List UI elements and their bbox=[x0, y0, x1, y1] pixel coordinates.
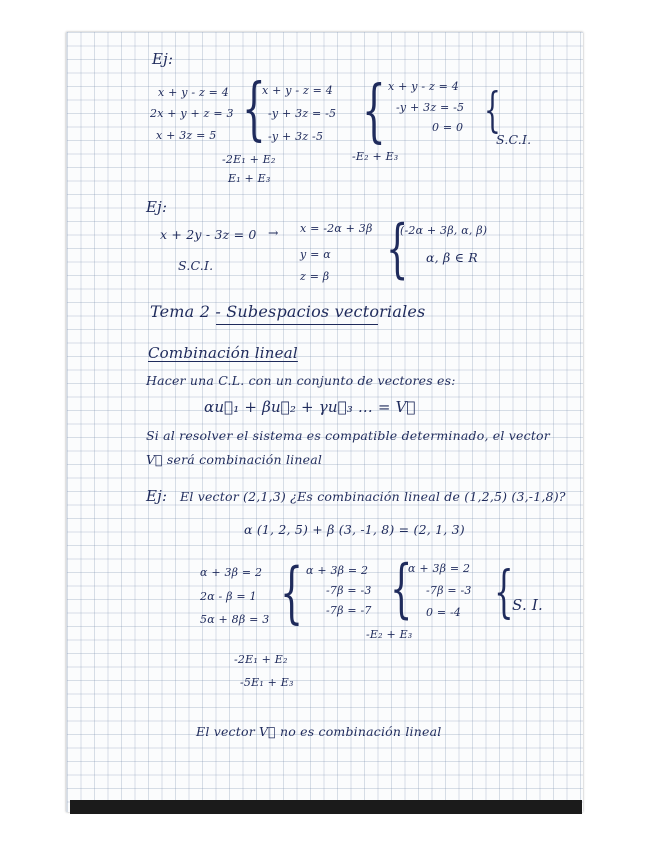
ex1-brace-3: { bbox=[484, 82, 501, 138]
section-title: Combinación lineal bbox=[148, 344, 298, 362]
ex3-sys3-eq2: -7β = -3 bbox=[426, 584, 472, 597]
ex1-sys1-eq1: x + y - z = 4 bbox=[158, 86, 229, 99]
ex3-sys2-eq1: α + 3β = 2 bbox=[306, 564, 369, 577]
ex1-sys2-eq3: -y + 3z -5 bbox=[268, 130, 324, 143]
ex3-sys2-eq3: -7β = -7 bbox=[326, 604, 372, 617]
ex3-brace-2: { bbox=[390, 552, 413, 626]
ex2-equation: x + 2y - 3z = 0 bbox=[160, 227, 257, 242]
ex1-sys2-eq1: x + y - z = 4 bbox=[262, 84, 333, 97]
ex2-brace: { bbox=[386, 212, 409, 286]
ex3-label: Ej: bbox=[146, 487, 168, 505]
page-bottom-edge bbox=[70, 800, 582, 814]
ex2-classification: S.C.I. bbox=[178, 258, 214, 273]
section-note-line2: V⃗ será combinación lineal bbox=[146, 452, 323, 467]
notebook-page bbox=[66, 32, 583, 812]
ex1-op1: -2E₁ + E₂ bbox=[222, 153, 276, 166]
ex2-param-y: y = α bbox=[300, 248, 331, 261]
ex3-sys2-eq2: -7β = -3 bbox=[326, 584, 372, 597]
ex1-brace-2: { bbox=[362, 72, 386, 151]
ex2-param-z: z = β bbox=[300, 270, 330, 283]
ex3-result: S. I. bbox=[512, 596, 543, 614]
ex3-sys1-eq1: α + 3β = 2 bbox=[200, 566, 263, 579]
ex1-sys1-eq2: 2x + y + z = 3 bbox=[150, 107, 234, 120]
ex3-sys1-eq3: 5α + 8β = 3 bbox=[200, 613, 270, 626]
ex2-solution: (-2α + 3β, α, β) bbox=[400, 224, 488, 237]
topic-title-underline bbox=[216, 324, 378, 325]
ex2-label: Ej: bbox=[146, 198, 168, 216]
ex1-sys2-eq2: -y + 3z = -5 bbox=[268, 107, 337, 120]
ex3-op2: -5E₁ + E₃ bbox=[240, 676, 294, 689]
ex3-op3: -E₂ + E₃ bbox=[366, 628, 413, 641]
ex1-label: Ej: bbox=[152, 50, 174, 68]
ex1-result: S.C.I. bbox=[496, 132, 532, 147]
ex3-conclusion: El vector V⃗ no es combinación lineal bbox=[196, 724, 442, 739]
section-formula: αu⃗₁ + βu⃗₂ + γu⃗₃ ... = V⃗ bbox=[204, 398, 416, 416]
ex1-brace-1: { bbox=[242, 70, 266, 149]
ex3-brace-3: { bbox=[494, 560, 514, 625]
ex2-domain: α, β ∈ R bbox=[426, 250, 478, 265]
ex1-sys3-eq2: -y + 3z = -5 bbox=[396, 101, 465, 114]
section-intro: Hacer una C.L. con un conjunto de vectores es: bbox=[146, 373, 456, 388]
ex2-param-x: x = -2α + 3β bbox=[300, 222, 373, 235]
ex3-equation: α (1, 2, 5) + β (3, -1, 8) = (2, 1, 3) bbox=[244, 522, 465, 537]
ex1-op3: -E₂ + E₃ bbox=[352, 150, 399, 163]
ex1-sys3-eq3: 0 = 0 bbox=[432, 121, 464, 134]
ex3-brace-1: { bbox=[280, 554, 304, 631]
ex3-question: El vector (2,1,3) ¿Es combinación lineal de (1,2,5) (3,-1,8)? bbox=[180, 489, 566, 504]
ex1-sys1-eq3: x + 3z = 5 bbox=[156, 129, 217, 142]
ex3-op1: -2E₁ + E₂ bbox=[234, 653, 288, 666]
ex3-sys1-eq2: 2α - β = 1 bbox=[200, 590, 257, 603]
ex2-arrow: → bbox=[268, 225, 279, 240]
ex3-sys3-eq1: α + 3β = 2 bbox=[408, 562, 471, 575]
topic-title: Tema 2 - Subespacios vectoriales bbox=[150, 302, 426, 321]
ex1-sys3-eq1: x + y - z = 4 bbox=[388, 80, 459, 93]
section-note-line1: Si al resolver el sistema es compatible determinado, el vector bbox=[146, 428, 550, 443]
ex1-op2: E₁ + E₃ bbox=[228, 172, 271, 185]
ex3-sys3-eq3: 0 = -4 bbox=[426, 606, 462, 619]
